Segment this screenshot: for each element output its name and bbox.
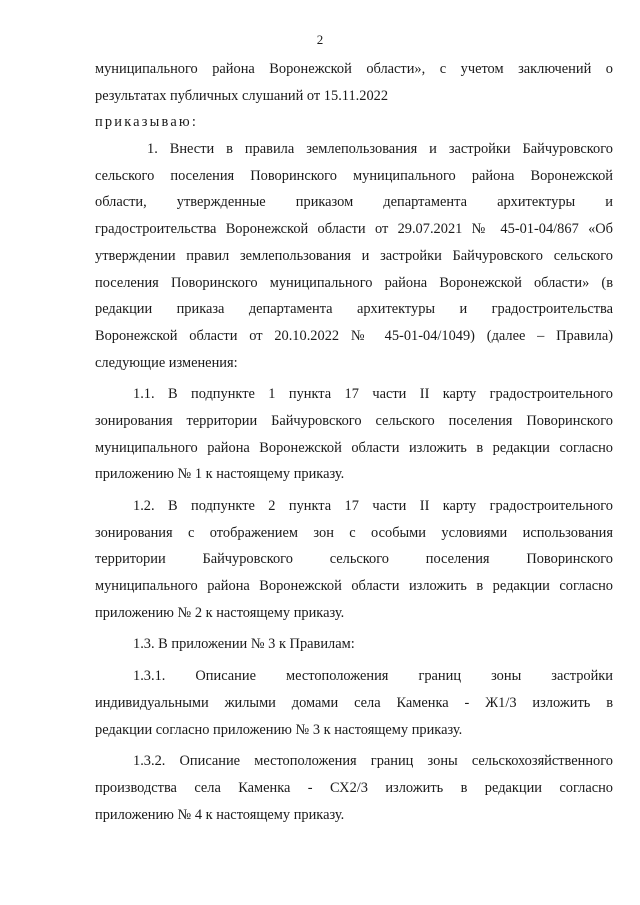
text-line: территории Байчуровского сельского поселения Поворинского [95,551,613,568]
text-line: градостроительства Воронежской области от 29.07.2021 № 45-01-04/867 «Об [95,221,613,238]
text-line: поселения Поворинского муниципального района Воронежской области» (в [95,274,613,291]
text-line: результатах публичных слушаний от 15.11.2022 [95,87,389,104]
text-line: редакции согласно приложению № 3 к настоящему приказу. [95,721,463,738]
text-line: 1.3.1. Описание местоположения границ зоны застройки [133,668,613,685]
text-line: муниципального района Воронежской области», с учетом заключений о [95,61,613,77]
text-line: 1.2. В подпункте 2 пункта 17 части II карту градостроительного [133,498,613,514]
text-line: зонирования территории Байчуровского сельского поселения Поворинского [95,412,613,429]
text-line: 1.3. В приложении № 3 к Правилам: [133,636,355,653]
text-line: 1. Внести в правила землепользования и застройки Байчуровского [147,141,613,158]
text-line: 1.1. В подпункте 1 пункта 17 части II карту градостроительного [133,386,613,403]
text-line: муниципального района Воронежской области изложить в редакции согласно [95,439,613,456]
text-line: области, утвержденные приказом департамента архитектуры и [95,194,613,211]
text-line: 1.3.2. Описание местоположения границ зоны сельскохозяйственного [133,753,613,770]
text-line: утверждении правил землепользования и застройки Байчуровского сельского [95,247,613,264]
text-line: приложению № 1 к настоящему приказу. [95,466,345,483]
text-line: приложению № 2 к настоящему приказу. [95,604,345,621]
text-line: производства села Каменка - СХ2/3 изложить в редакции согласно [95,779,613,796]
page-number: 2 [316,32,324,47]
document-body [95,56,613,828]
order-heading: приказываю: [95,114,199,131]
text-line: индивидуальными жилыми домами села Каменка - Ж1/3 изложить в [95,694,613,711]
text-line: Воронежской области от 20.10.2022 № 45-01-04/1049) (далее – Правила) [95,327,613,344]
text-line: следующие изменения: [95,354,238,371]
text-line: сельского поселения Поворинского муниципального района Воронежской [95,167,613,184]
text-line: муниципального района Воронежской области изложить в редакции согласно [95,578,613,595]
text-line: зонирования с отображением зон с особыми условиями использования [95,524,613,541]
text-line: приложению № 4 к настоящему приказу. [95,806,345,823]
text-line: редакции приказа департамента архитектуры и градостроительства [95,301,613,318]
